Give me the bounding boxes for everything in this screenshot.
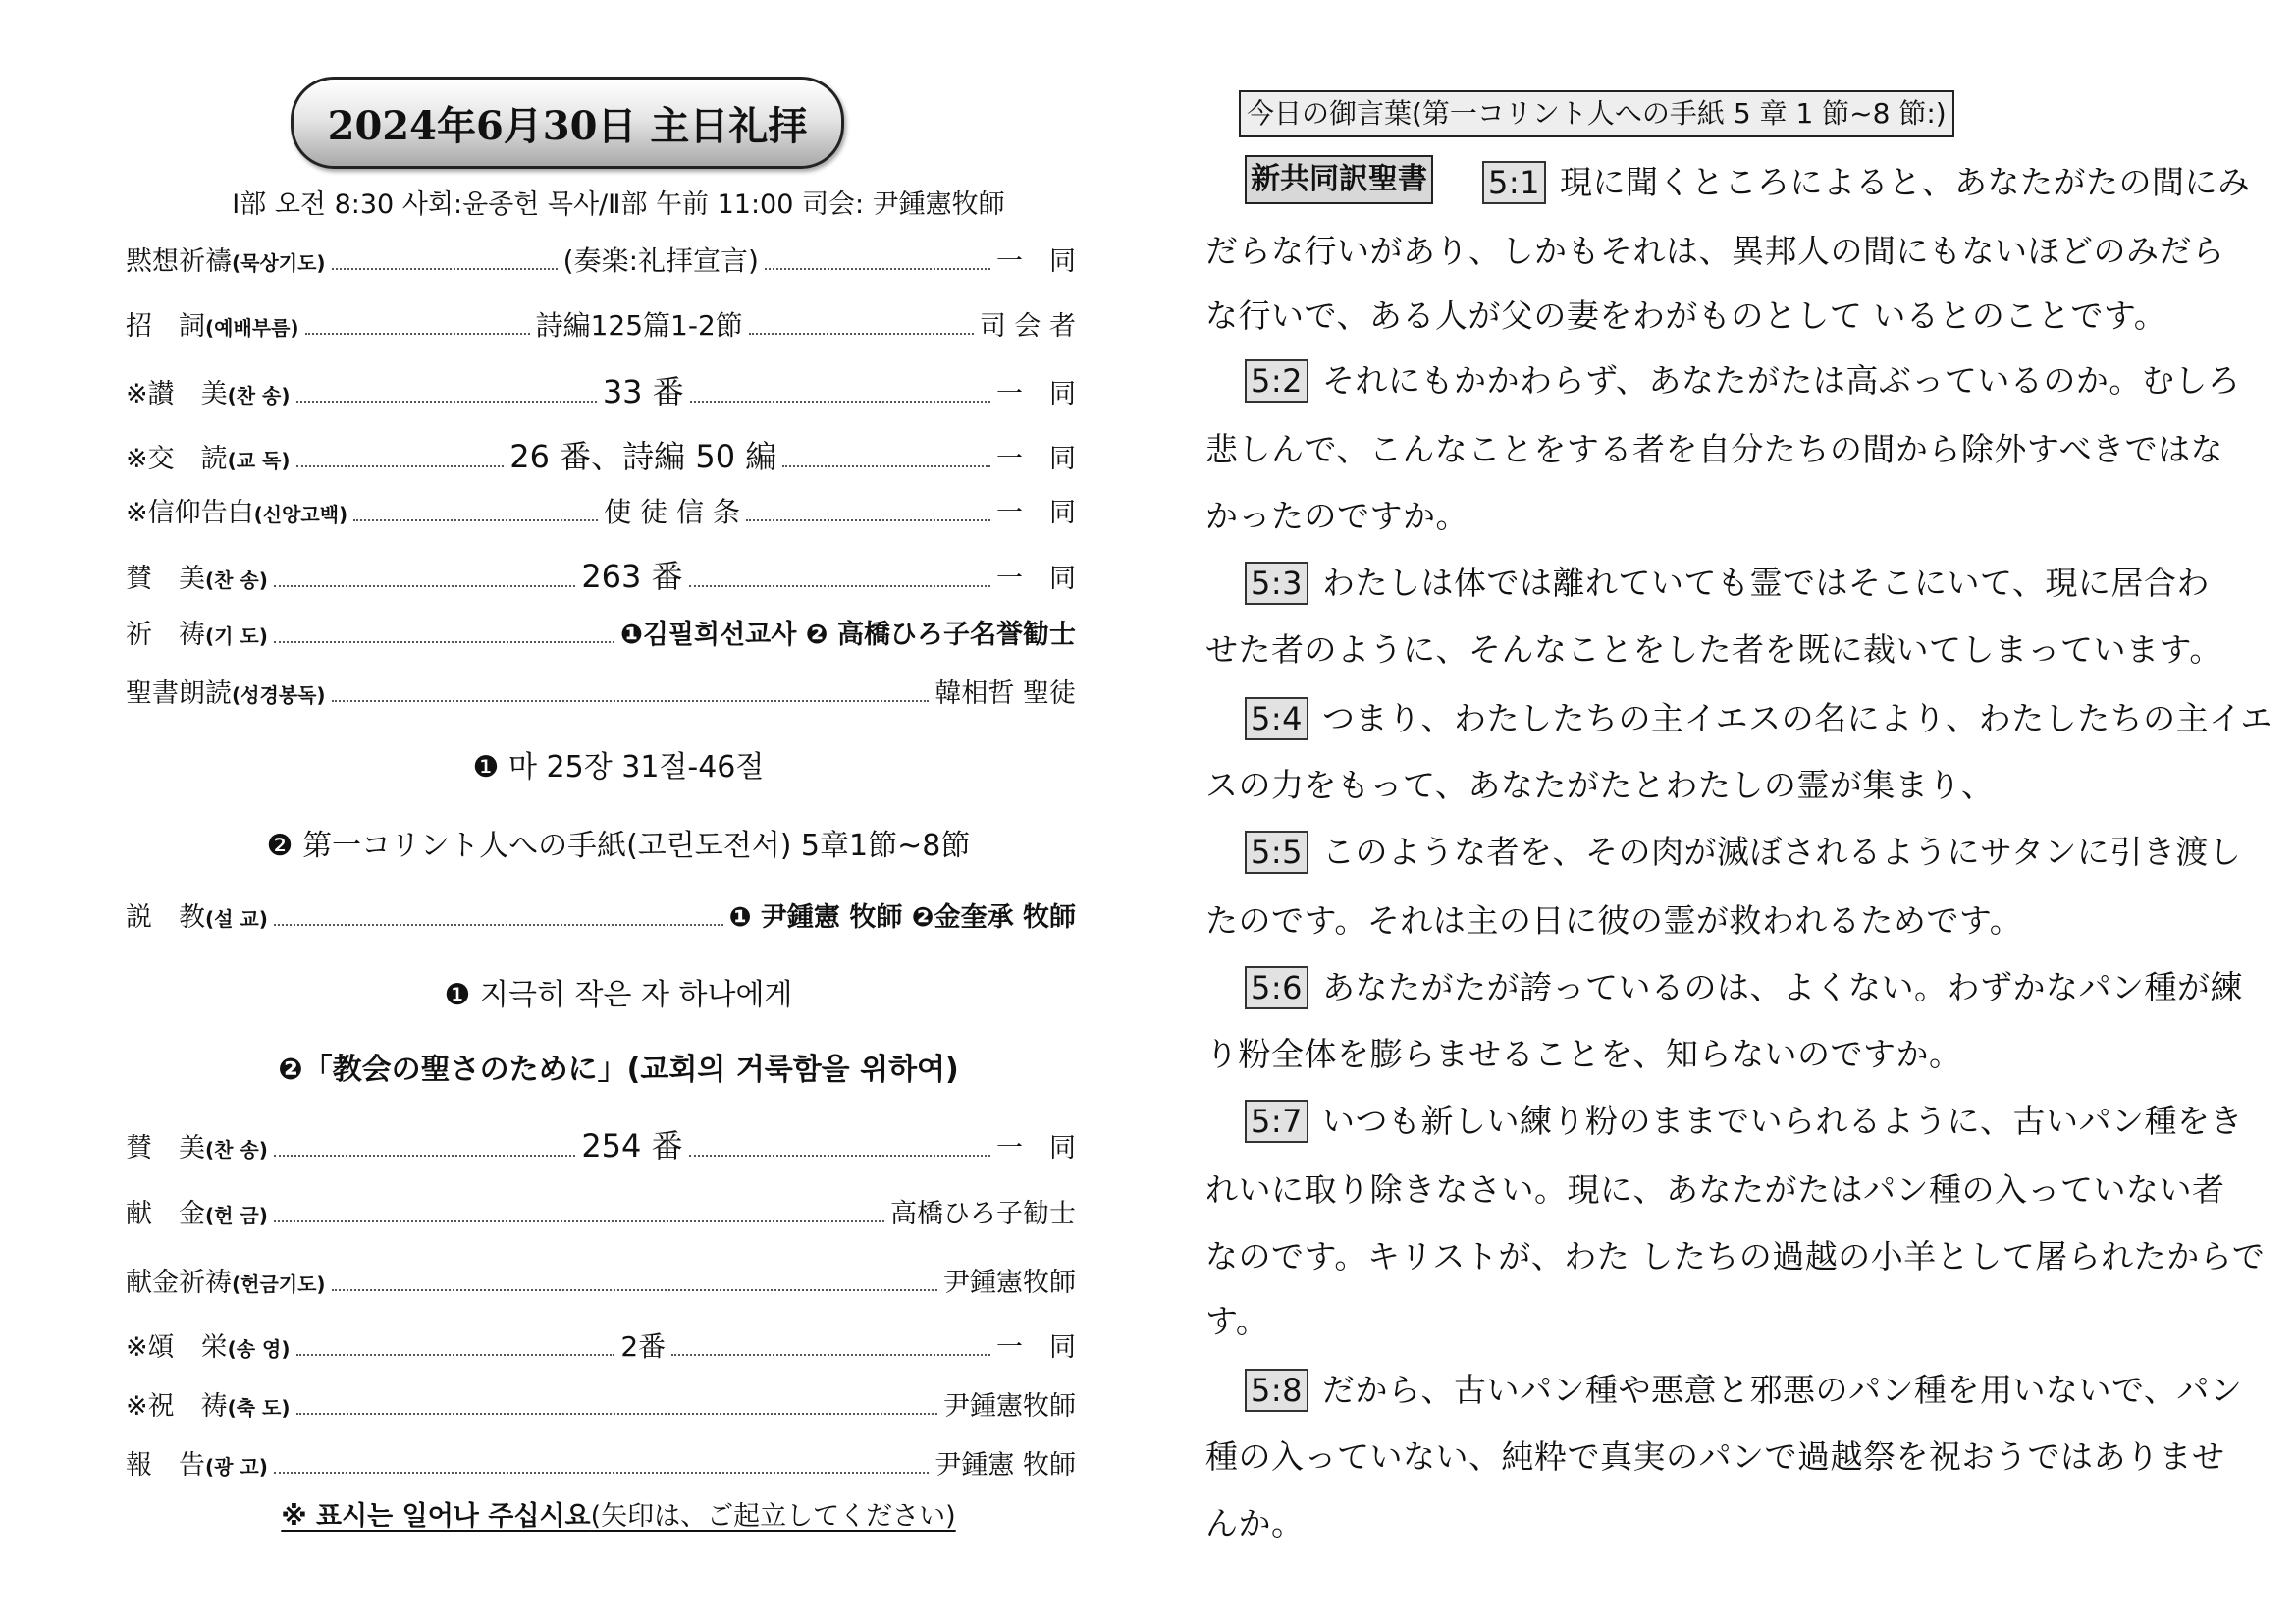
scripture-line: り粉全体を膨らませることを、知らないのですか。 [1205,1035,1962,1073]
dot-leader [353,518,598,521]
order-row: 賛 美(찬 송) 254 番 一 同 [126,1127,1076,1164]
verse-number: 5:4 [1245,697,1308,740]
scripture-line: んか。 [1205,1504,1305,1543]
order-row: 招 詞(예배부름) 詩編125篇1-2節 司 会 者 [126,309,1077,342]
order-row: ※讃 美(찬 송) 33 番 一 同 [126,373,1077,410]
dot-leader [332,267,558,270]
dot-leader [274,1219,884,1222]
bible-version: 新共同訳聖書 [1245,155,1433,204]
order-row: 献 金(헌 금) 高橋ひろ子勧士 [126,1199,1076,1229]
dot-leader [274,584,575,587]
scripture-line: 5:8 だから、古いパン種や悪意と邪悪のパン種を用いないで、パン [1245,1365,2256,1412]
dot-leader [274,1471,930,1474]
verse-number: 5:2 [1245,359,1308,403]
dot-leader [305,332,530,335]
dot-leader [671,1353,990,1356]
scripture-line: かったのですか。 [1205,497,1468,535]
order-row: 黙想祈禱(묵상기도) (奏楽:礼拝宣言) 一 同 [126,244,1077,277]
dot-leader [296,1412,937,1415]
dot-leader [274,923,723,926]
verse-number: 5:6 [1245,966,1308,1009]
order-row: 賛 美(찬 송) 263 番 一 同 [126,558,1076,595]
scripture-line: 種の入っていない、純粋で真実のパンで過越祭を祝おうではありませ [1205,1437,2225,1476]
order-row: ※祝 祷(축 도) 尹鍾憲牧師 [126,1391,1076,1422]
scripture-line: 5:2 それにもかかわらず、あなたがたは高ぶっているのか。むしろ [1245,355,2256,403]
standing-note: ※ 표시는 일어나 주십시요(矢印は、ご起立してください) [281,1501,956,1532]
dot-leader [296,1353,615,1356]
verse-number: 5:8 [1245,1369,1308,1412]
scripture-line: なのです。キリストが、わた したちの過越の小羊として屠られたからで [1205,1237,2266,1275]
scripture-line: 5:7 いつも新しい練り粉のままでいられるように、古いパン種をき [1245,1096,2256,1143]
order-row: 献金祈祷(헌금기도) 尹鍾憲牧師 [126,1268,1076,1298]
scripture-line: す。 [1205,1302,1269,1340]
scripture-line: スの力をもって、あなたがたとわたしの霊が集まり、 [1205,766,1995,804]
scripture-line: たのです。それは主の日に彼の霊が救われるためです。 [1205,901,2023,940]
scripture-line: 5:3 わたしは体では離れていても霊ではそこにいて、現に居合わ [1245,558,2256,605]
scripture-line: 5:6 あなたがたが誇っているのは、よくない。わずかなパン種が練 [1245,962,2256,1009]
dot-leader [332,699,930,702]
service-times: Ⅰ部 오전 8:30 사회:윤종헌 목사/Ⅱ部 午前 11:00 司会: 尹鍾憲牧師 [232,189,1005,220]
dot-leader [690,400,990,403]
order-row: 聖書朗読(성경봉독) 韓相哲 聖徒 [126,678,1076,709]
sermon-title-1: ❶ 지극히 작은 자 하나에게 [444,978,793,1012]
dot-leader [274,640,614,643]
dot-leader [746,518,990,521]
sermon-row: 説 教(설 교) ❶ 尹鍾憲 牧師 ❷金奎承 牧師 [126,902,1076,933]
dot-leader [332,1288,937,1291]
scripture-line: な行いで、ある人が父の妻をわがものとして いるとのことです。 [1205,297,2167,335]
verse-number: 5:7 [1245,1100,1308,1143]
dot-leader [689,584,990,587]
scripture-line: れいに取り除きなさい。現に、あなたがたはパン種の入っていない者 [1205,1170,2225,1209]
sermon-title-2: ❷「教会の聖さのために」(교회의 거룩함을 위하여) [278,1053,959,1087]
scripture-title: 今日の御言葉(第一コリント人への手紙 5 章 1 節~8 節:) [1239,90,1954,137]
scripture-line: せた者のように、そんなことをした者を既に裁いてしまっています。 [1205,630,2222,669]
order-row: ※交 読(교 독) 26 番、詩編 50 編 一 同 [126,438,1077,475]
scripture-line: 5:5 このような者を、その肉が滅ぼされるようにサタンに引き渡し [1245,827,2256,874]
verse-number: 5:1 [1482,161,1546,204]
dot-leader [274,1154,575,1157]
order-row: 報 告(광 고) 尹鍾憲 牧師 [126,1450,1076,1481]
dot-leader [782,464,990,467]
verse-number: 5:3 [1245,562,1308,605]
service-title: 2024年6月30日 主日礼拝 [291,77,844,169]
dot-leader [296,464,505,467]
reading-2: ❷ 第一コリント人への手紙(고린도전서) 5章1節~8節 [266,829,971,863]
order-row: ※頌 栄(송 영) 2番 一 同 [126,1330,1076,1363]
order-row: ※信仰告白(신앙고백) 使 徒 信 条 一 同 [126,496,1077,528]
scripture-line: 悲しんで、こんなことをする者を自分たちの間から除外すべきではな [1205,430,2224,468]
scripture-line: 5:1 現に聞くところによると、あなたがたの間にみ [1482,157,2296,204]
dot-leader [296,400,597,403]
scripture-line: だらな行いがあり、しかもそれは、異邦人の間にもないほどのみだら [1205,232,2225,270]
scripture-line: 5:4 つまり、わたしたちの主イエスの名により、わたしたちの主イエ [1245,693,2256,740]
verse-number: 5:5 [1245,831,1308,874]
reading-1: ❶ 마 25장 31절-46절 [472,750,765,785]
dot-leader [749,332,974,335]
order-row: 祈 祷(기 도) ❶김필희선교사 ❷ 高橋ひろ子名誉勧士 [126,620,1076,650]
dot-leader [765,267,990,270]
dot-leader [689,1154,990,1157]
